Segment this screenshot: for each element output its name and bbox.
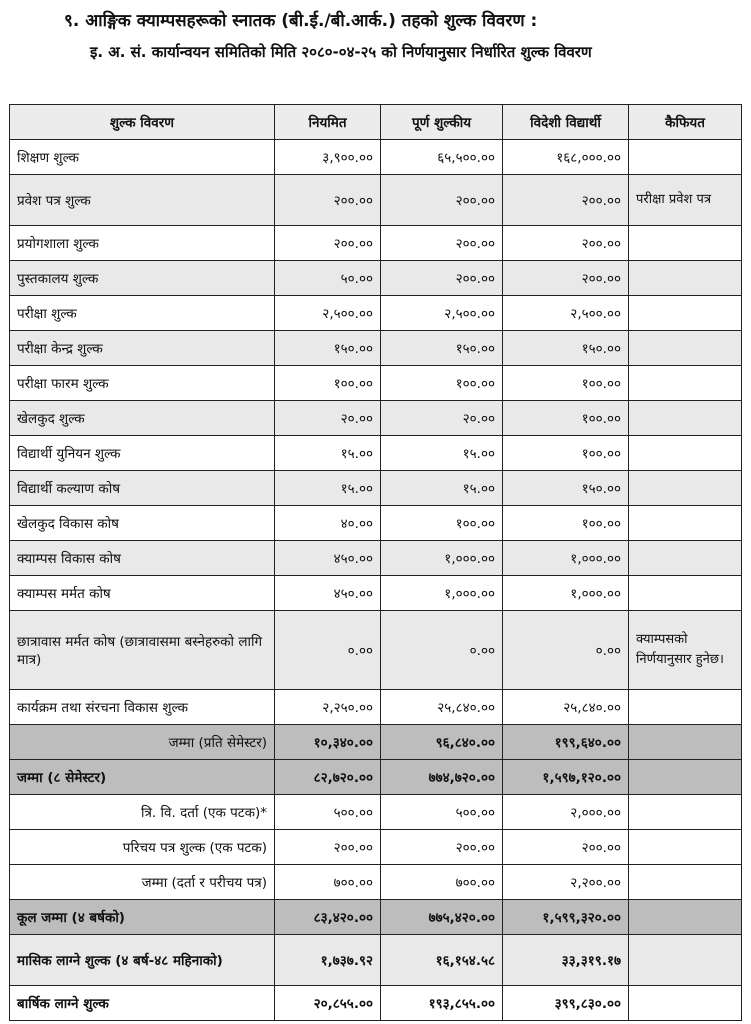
regular-value: ४५०.००: [275, 541, 381, 576]
remarks-cell: [629, 795, 742, 830]
fee-label: कार्यक्रम तथा संरचना विकास शुल्क: [10, 690, 275, 725]
remarks-cell: [629, 900, 742, 935]
monthly-fee-row: [10, 935, 742, 986]
full-fee-value: ७७५,४२०.००: [381, 900, 503, 935]
fee-label: परीक्षा फारम शुल्क: [10, 366, 275, 401]
full-fee-value: ०.००: [381, 611, 503, 690]
col-header-fee-description: शुल्क विवरण: [10, 105, 275, 140]
section-subtitle: इ. अ. सं. कार्यान्वयन समितिको मिति २०८०-०४-२५ को निर्णयानुसार निर्धारित शुल्क विवरण: [90, 43, 592, 61]
foreign-value: २,५००.००: [503, 296, 629, 331]
full-fee-value: १००.००: [381, 366, 503, 401]
remarks-cell: [629, 935, 742, 986]
grand-total-row: [10, 900, 742, 935]
remarks-cell: [629, 226, 742, 261]
table-row: [10, 436, 742, 471]
foreign-value: २००.००: [503, 175, 629, 226]
monthly-fee-label: मासिक लाग्ने शुल्क (४ बर्ष-४८ महिनाको): [10, 935, 275, 986]
foreign-value: १५०.००: [503, 331, 629, 366]
full-fee-value: ५००.००: [381, 795, 503, 830]
table-header-row: [10, 105, 742, 140]
full-fee-value: २००.००: [381, 175, 503, 226]
fee-label: शिक्षण शुल्क: [10, 140, 275, 175]
foreign-value: १००.००: [503, 506, 629, 541]
remarks-cell: क्याम्पसको निर्णयानुसार हुनेछ।: [629, 611, 742, 690]
fee-label: परीक्षा केन्द्र शुल्क: [10, 331, 275, 366]
col-header-remarks: कैफियत: [629, 105, 742, 140]
regular-value: २००.००: [275, 226, 381, 261]
regular-value: १५.००: [275, 471, 381, 506]
col-header-foreign-student: विदेशी विद्यार्थी: [503, 105, 629, 140]
semester-total-label: जम्मा (प्रति सेमेस्टर): [10, 725, 275, 760]
col-header-regular: नियमित: [275, 105, 381, 140]
table-row: [10, 401, 742, 436]
one-time-fee-row: [10, 795, 742, 830]
regular-value: १००.००: [275, 366, 381, 401]
foreign-value: १,५९७,१२०.००: [503, 760, 629, 795]
regular-value: ४५०.००: [275, 576, 381, 611]
foreign-value: २,०००.००: [503, 795, 629, 830]
fee-label: त्रि. वि. दर्ता (एक पटक)*: [10, 795, 275, 830]
eight-semester-total-row: [10, 760, 742, 795]
table-row: [10, 331, 742, 366]
full-fee-value: २००.००: [381, 226, 503, 261]
regular-value: ५००.००: [275, 795, 381, 830]
remarks-cell: [629, 366, 742, 401]
table-row: [10, 471, 742, 506]
fee-label: परीक्षा शुल्क: [10, 296, 275, 331]
fee-table: [9, 104, 742, 1021]
foreign-value: ०.००: [503, 611, 629, 690]
fee-label: खेलकुद शुल्क: [10, 401, 275, 436]
foreign-value: १००.००: [503, 366, 629, 401]
foreign-value: १६८,०००.००: [503, 140, 629, 175]
remarks-cell: [629, 830, 742, 865]
one-time-fee-row: [10, 830, 742, 865]
full-fee-value: १५.००: [381, 436, 503, 471]
fee-label: प्रयोगशाला शुल्क: [10, 226, 275, 261]
table-row: [10, 541, 742, 576]
foreign-value: २००.००: [503, 261, 629, 296]
foreign-value: १,५९९,३२०.००: [503, 900, 629, 935]
one-time-fee-row: [10, 865, 742, 900]
full-fee-value: १,०००.००: [381, 541, 503, 576]
remarks-cell: [629, 261, 742, 296]
full-fee-value: १००.००: [381, 506, 503, 541]
remarks-cell: [629, 576, 742, 611]
foreign-value: १००.००: [503, 436, 629, 471]
regular-value: ७००.००: [275, 865, 381, 900]
full-fee-value: १९३,८५५.००: [381, 986, 503, 1021]
regular-value: ५०.००: [275, 261, 381, 296]
regular-value: १५.००: [275, 436, 381, 471]
remarks-cell: [629, 725, 742, 760]
yearly-fee-row: [10, 986, 742, 1021]
remarks-cell: [629, 541, 742, 576]
table-row: [10, 611, 742, 690]
regular-value: १०,३४०.००: [275, 725, 381, 760]
foreign-value: २००.००: [503, 226, 629, 261]
fee-label: पुस्तकालय शुल्क: [10, 261, 275, 296]
table-row: [10, 175, 742, 226]
regular-value: १५०.००: [275, 331, 381, 366]
foreign-value: २,२००.००: [503, 865, 629, 900]
regular-value: २००.००: [275, 830, 381, 865]
full-fee-value: १,०००.००: [381, 576, 503, 611]
full-fee-value: ७००.००: [381, 865, 503, 900]
fee-label: प्रवेश पत्र शुल्क: [10, 175, 275, 226]
fee-label: परिचय पत्र शुल्क (एक पटक): [10, 830, 275, 865]
table-row: [10, 690, 742, 725]
remarks-cell: [629, 471, 742, 506]
remarks-cell: [629, 865, 742, 900]
fee-label: विद्यार्थी युनियन शुल्क: [10, 436, 275, 471]
remarks-cell: [629, 690, 742, 725]
eight-semester-total-label: जम्मा (८ सेमेस्टर): [10, 760, 275, 795]
col-header-full-fee: पूर्ण शुल्कीय: [381, 105, 503, 140]
full-fee-value: २०.००: [381, 401, 503, 436]
regular-value: ४०.००: [275, 506, 381, 541]
foreign-value: १,०००.००: [503, 576, 629, 611]
table-row: [10, 296, 742, 331]
fee-label: खेलकुद विकास कोष: [10, 506, 275, 541]
fee-label: क्याम्पस विकास कोष: [10, 541, 275, 576]
fee-label: जम्मा (दर्ता र परीचय पत्र): [10, 865, 275, 900]
foreign-value: १,०००.००: [503, 541, 629, 576]
regular-value: ८२,७२०.००: [275, 760, 381, 795]
remarks-cell: [629, 401, 742, 436]
remarks-cell: [629, 760, 742, 795]
full-fee-value: १५०.००: [381, 331, 503, 366]
regular-value: २०.००: [275, 401, 381, 436]
table-row: [10, 506, 742, 541]
remarks-cell: परीक्षा प्रवेश पत्र: [629, 175, 742, 226]
grand-total-label: कूल जम्मा (४ बर्षको): [10, 900, 275, 935]
remarks-cell: [629, 140, 742, 175]
full-fee-value: २५,८४०.००: [381, 690, 503, 725]
foreign-value: २००.००: [503, 830, 629, 865]
fee-label: छात्रावास मर्मत कोष (छात्रावासमा बस्नेहरुको लागि मात्र): [10, 611, 275, 690]
section-title: ९. आङ्गिक क्याम्पसहरूको स्नातक (बी.ई./बी.आर्क.) तहको शुल्क विवरण :: [64, 11, 538, 31]
fee-label: क्याम्पस मर्मत कोष: [10, 576, 275, 611]
full-fee-value: ६५,५००.००: [381, 140, 503, 175]
table-row: [10, 140, 742, 175]
regular-value: ०.००: [275, 611, 381, 690]
foreign-value: ३३,३१९.१७: [503, 935, 629, 986]
foreign-value: १९९,६४०.००: [503, 725, 629, 760]
full-fee-value: २,५००.००: [381, 296, 503, 331]
table-row: [10, 261, 742, 296]
foreign-value: १५०.००: [503, 471, 629, 506]
regular-value: २००.००: [275, 175, 381, 226]
full-fee-value: ९६,८४०.००: [381, 725, 503, 760]
regular-value: ८३,४२०.००: [275, 900, 381, 935]
full-fee-value: १५.००: [381, 471, 503, 506]
regular-value: २,५००.००: [275, 296, 381, 331]
table-row: [10, 366, 742, 401]
full-fee-value: ७७४,७२०.००: [381, 760, 503, 795]
semester-total-row: [10, 725, 742, 760]
remarks-cell: [629, 986, 742, 1021]
remarks-cell: [629, 436, 742, 471]
table-row: [10, 576, 742, 611]
regular-value: ३,९००.००: [275, 140, 381, 175]
full-fee-value: २००.००: [381, 830, 503, 865]
yearly-fee-label: बार्षिक लाग्ने शुल्क: [10, 986, 275, 1021]
regular-value: २०,८५५.००: [275, 986, 381, 1021]
regular-value: १,७३७.९२: [275, 935, 381, 986]
foreign-value: ३९९,८३०.००: [503, 986, 629, 1021]
table-row: [10, 226, 742, 261]
fee-label: विद्यार्थी कल्याण कोष: [10, 471, 275, 506]
remarks-cell: [629, 506, 742, 541]
foreign-value: १००.००: [503, 401, 629, 436]
foreign-value: २५,८४०.००: [503, 690, 629, 725]
full-fee-value: १६,१५४.५८: [381, 935, 503, 986]
full-fee-value: २००.००: [381, 261, 503, 296]
remarks-cell: [629, 296, 742, 331]
remarks-cell: [629, 331, 742, 366]
regular-value: २,२५०.००: [275, 690, 381, 725]
